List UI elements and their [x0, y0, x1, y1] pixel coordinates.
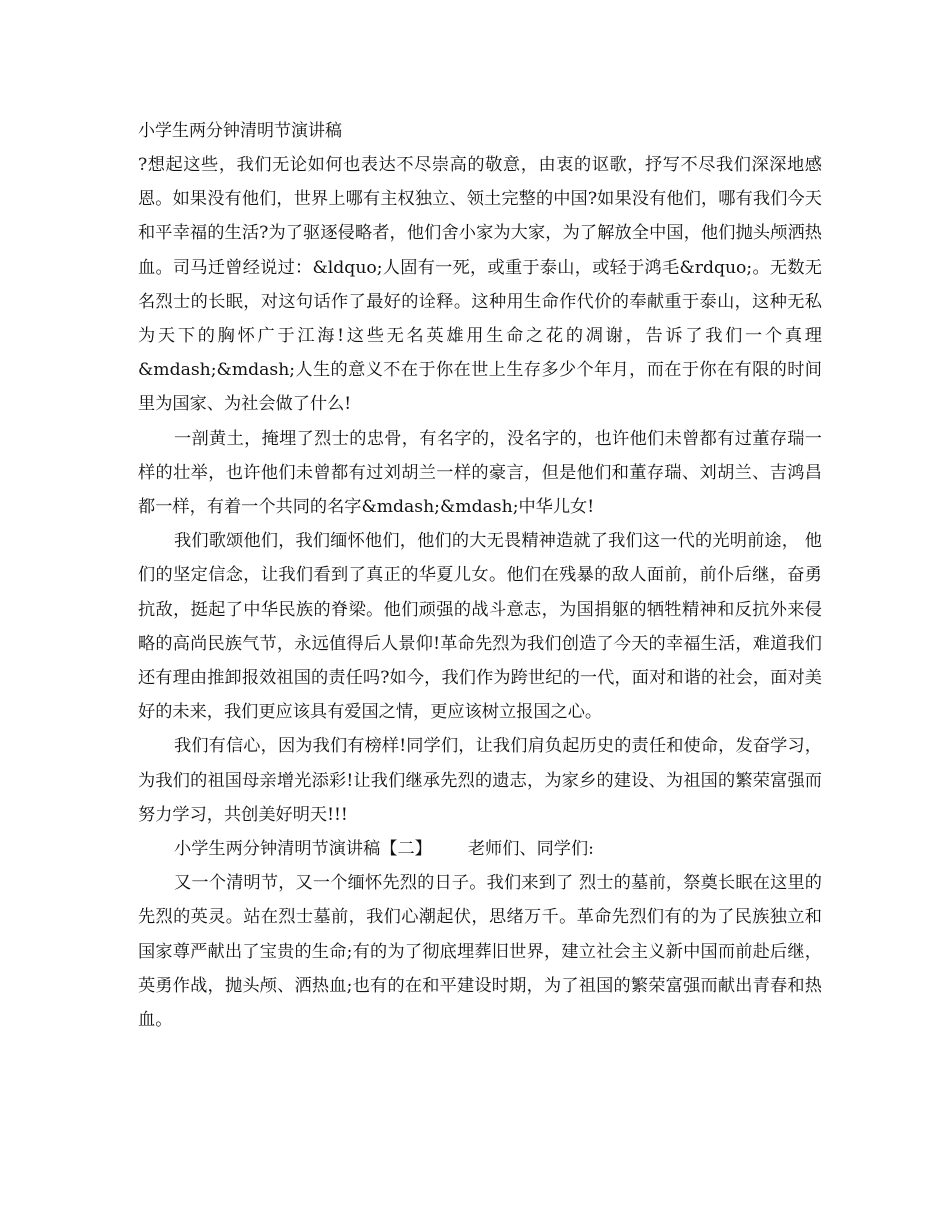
section-title: 小学生两分钟清明节演讲稿【二】 [174, 839, 432, 860]
greeting: 老师们、同学们: [467, 839, 594, 860]
paragraph-2: 一剖黄土，掩埋了烈士的忠骨，有名字的，没名字的，也许他们未曾都有过董存瑞一样的壮举，也许他们未曾都有过刘胡兰一样的豪言，但是他们和董存瑞、刘胡兰、吉鸿昌都一样，有着一个共同的名字&mdash;&mdash;中华儿女! [138, 428, 822, 518]
paragraph-4: 我们有信心，因为我们有榜样!同学们，让我们肩负起历史的责任和使命，发奋学习，为我们的祖国母亲增光添彩!让我们继承先烈的遗志，为家乡的建设、为祖国的繁荣富强而努力学习，共创美好明天!!! [138, 736, 822, 825]
page-title: 小学生两分钟清明节演讲稿 [138, 121, 342, 141]
document-body [138, 148, 822, 1037]
paragraph-1: ?想起这些，我们无论如何也表达不尽崇高的敬意，由衷的讴歌，抒写不尽我们深深地感恩。如果没有他们，世界上哪有主权独立、领土完整的中国?如果没有他们，哪有我们今天和平幸福的生活?为了驱逐侵略者，他们舍小家为大家，为了解放全中国，他们抛头颅洒热血。司马迁曾经说过：&ldquo;人固有一死，或重于泰山，或轻于鸿毛&rdquo;。无数无名烈士的长眠，对这句话作了最好的诠释。这种用生命作代价的奉献重于泰山，这种无私为天下的胸怀广于江海!这些无名英雄用生命之花的凋谢，告诉了我们一个真理&mdash;&mdash;人生的意义不在于你在世上生存多少个年月，而在于你在有限的时间里为国家、为社会做了什么! [138, 155, 822, 415]
section-heading-line [138, 832, 822, 866]
paragraph-5: 又一个清明节，又一个缅怀先烈的日子。我们来到了 烈士的墓前，祭奠长眠在这里的先烈的英灵。站在烈士墓前，我们心潮起伏，思绪万千。革命先烈们有的为了民族独立和国家尊严献出了宝贵的生命;有的为了彻底埋葬旧世界，建立社会主义新中国而前赴后继，英勇作战，抛头颅、洒热血;也有的在和平建设时期，为了祖国的繁荣富强而献出青春和热血。 [138, 873, 822, 1031]
paragraph-3: 我们歌颂他们，我们缅怀他们，他们的大无畏精神造就了我们这一代的光明前途， 他们的坚定信念，让我们看到了真正的华夏儿女。他们在残暴的敌人面前，前仆后继，奋勇抗敌，挺起了中华民族的脊梁。他们顽强的战斗意志，为国捐躯的牺牲精神和反抗外来侵略的高尚民族气节，永远值得后人景仰!革命先烈为我们创造了今天的幸福生活，难道我们还有理由推卸报效祖国的责任吗?如今，我们作为跨世纪的一代，面对和谐的社会，面对美好的未来，我们更应该具有爱国之情，更应该树立报国之心。 [138, 531, 822, 723]
